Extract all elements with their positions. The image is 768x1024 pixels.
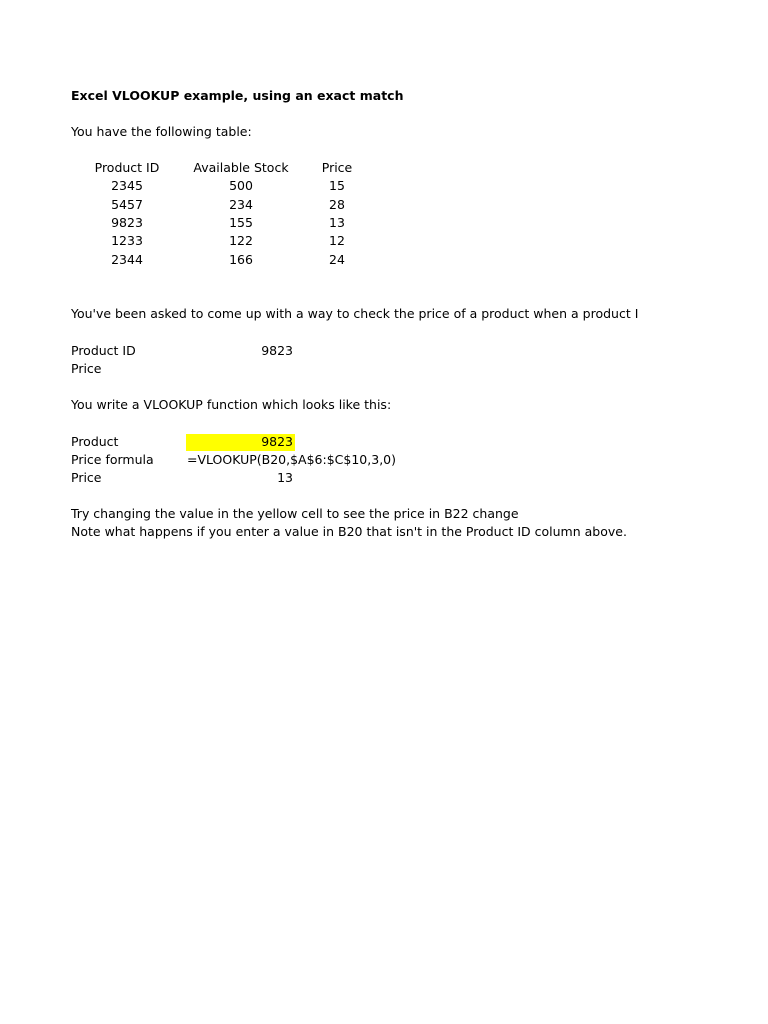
lookup2-formula-label: Price formula xyxy=(71,452,154,467)
cell-stock: 155 xyxy=(229,215,253,230)
cell-price: 13 xyxy=(329,215,345,230)
note-text: Try changing the value in the yellow cell to see the price in B22 change xyxy=(71,506,519,521)
header-product-id: Product ID xyxy=(94,160,160,175)
lookup2-product-value[interactable]: 9823 xyxy=(261,434,293,449)
cell-stock: 122 xyxy=(229,233,253,248)
task-text: You've been asked to come up with a way to check the price of a product when a product I xyxy=(71,306,639,321)
cell-price: 12 xyxy=(329,233,345,248)
cell-stock: 166 xyxy=(229,252,253,267)
cell-price: 28 xyxy=(329,197,345,212)
cell-price: 24 xyxy=(329,252,345,267)
lookup1-product-value[interactable]: 9823 xyxy=(261,343,293,358)
cell-product-id: 5457 xyxy=(111,197,143,212)
cell-product-id: 1233 xyxy=(111,233,143,248)
lookup1-product-label: Product ID xyxy=(71,343,136,358)
page-title: Excel VLOOKUP example, using an exact match xyxy=(71,88,404,103)
lookup2-product-label: Product xyxy=(71,434,119,449)
lookup2-formula-value[interactable]: =VLOOKUP(B20,$A$6:$C$10,3,0) xyxy=(187,452,396,467)
note-text: Note what happens if you enter a value in B20 that isn't in the Product ID column above. xyxy=(71,524,627,539)
header-available-stock: Available Stock xyxy=(193,160,289,175)
cell-product-id: 2345 xyxy=(111,178,143,193)
lookup2-price-label: Price xyxy=(71,470,102,485)
cell-stock: 500 xyxy=(229,178,253,193)
cell-product-id: 2344 xyxy=(111,252,143,267)
lookup2-price-value: 13 xyxy=(277,470,293,485)
formula-intro-text: You write a VLOOKUP function which looks like this: xyxy=(71,397,392,412)
lookup1-price-label: Price xyxy=(71,361,102,376)
cell-price: 15 xyxy=(329,178,345,193)
intro-text: You have the following table: xyxy=(71,124,252,139)
cell-stock: 234 xyxy=(229,197,253,212)
cell-product-id: 9823 xyxy=(111,215,143,230)
header-price: Price xyxy=(321,160,353,175)
